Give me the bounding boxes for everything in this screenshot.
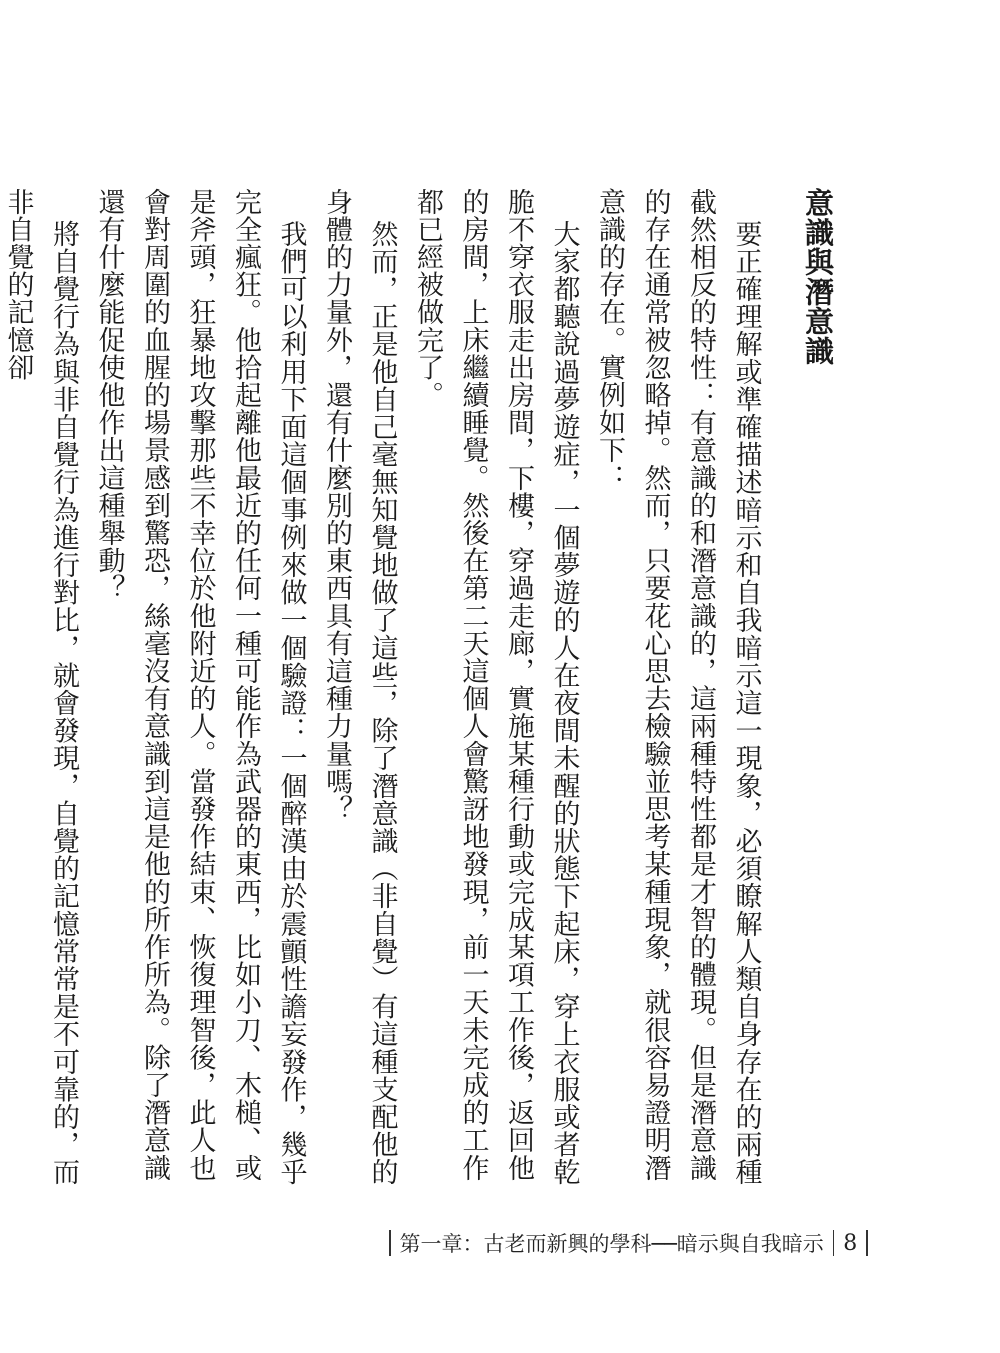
running-footer (380, 1228, 877, 1258)
paragraph-2: 大家都聽說過夢遊症，一個夢遊的人在夜間未醒的狀態下起床，穿上衣服或者乾脆不穿衣服走出房間，下樓，穿過走廊，實施某種行動或完成某項工作後，返回他的房間，上床繼續睡覺。然後在第二天這個人會驚訝地發現，前一天未完成的工作都已經被做完了。 (412, 188, 580, 1187)
footer-divider (833, 1230, 835, 1256)
paragraph-4: 我們可以利用下面這個事例來做一個驗證：一個醉漢由於震顫性譫妄發作，幾乎完全瘋狂。他拾起離他最近的任何一種可能作為武器的東西，比如小刀、木槌、或是斧頭，狂暴地攻擊那些不幸位於他附近的人。當發作結束、恢復理智後，此人也會對周圍的血腥的場景感到驚恐，絲毫沒有意識到這是他的所作所為。除了潛意識還有什麼能促使他作出這種舉動？ (93, 188, 307, 1187)
section-heading: 意識與潛意識 (801, 188, 835, 366)
footer-divider (389, 1230, 391, 1256)
paragraph-5: 將自覺行為與非自覺行為進行對比，就會發現，自覺的記憶常常是不可靠的，而非自覺的記憶卻 (2, 188, 79, 1187)
chapter-title: 第一章：古老而新興的學科──暗示與自我暗示 (399, 1232, 824, 1256)
paragraph-1: 要正確理解或準確描述暗示和自我暗示這一現象，必須瞭解人類自身存在的兩種截然相反的特性：有意識的和潛意識的，這兩種特性都是才智的體現。但是潛意識的存在通常被忽略掉。然而，只要花心思去檢驗並思考某種現象，就很容易證明潛意識的存在。實例如下： (594, 188, 762, 1187)
footer-divider (866, 1230, 868, 1256)
page-number: 8 (843, 1230, 858, 1256)
paragraph-3: 然而，正是他自己毫無知覺地做了這些，除了潛意識（非自覺）有這種支配他的身體的力量外，還有什麼別的東西具有這種力量嗎？ (321, 188, 398, 1187)
body-text (2, 188, 840, 1188)
